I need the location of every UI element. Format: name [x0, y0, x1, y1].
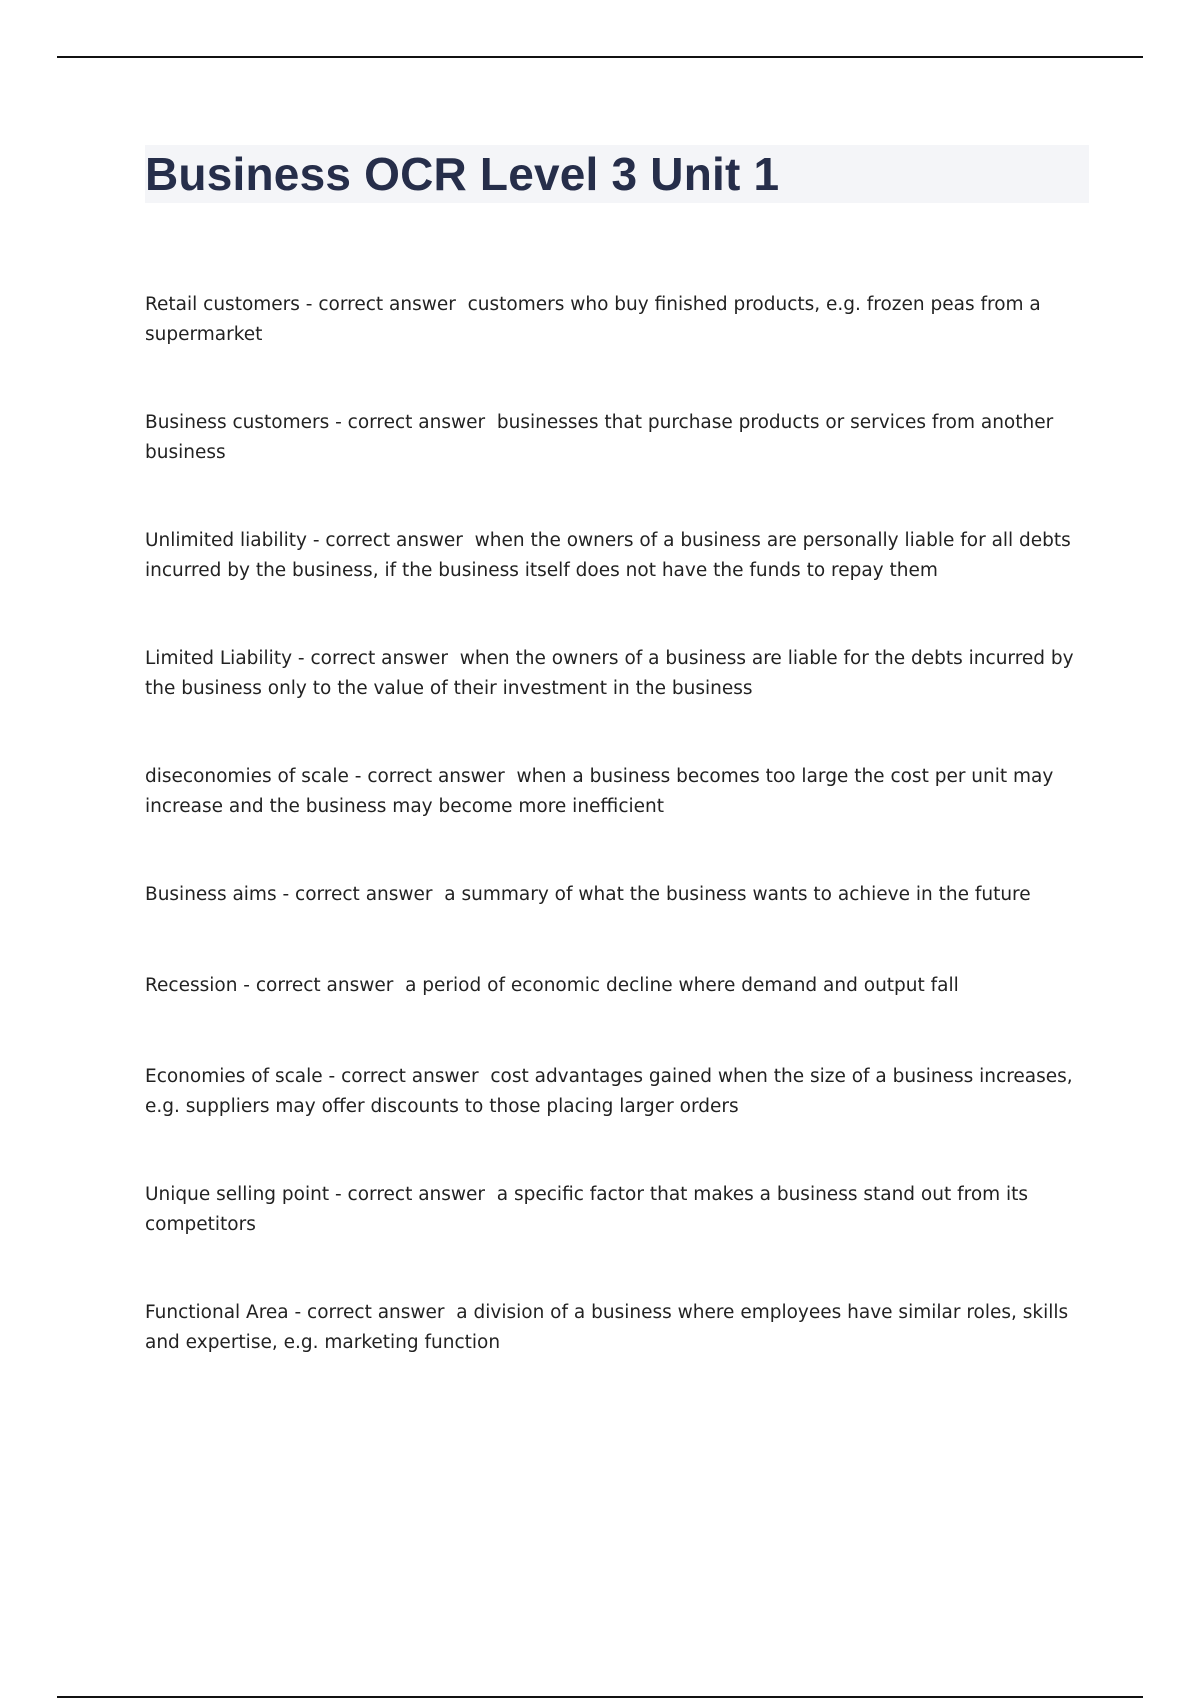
top-rule	[57, 56, 1143, 58]
list-item: diseconomies of scale - correct answer when a business becomes too large the cost per unit may increase and the business may become more inefficient	[145, 766, 1060, 817]
bottom-rule	[57, 1696, 1143, 1698]
list-item: Functional Area - correct answer a division of a business where employees have similar roles, skills and expertise, e.g. marketing function	[145, 1302, 1075, 1353]
list-item: Limited Liability - correct answer when the owners of a business are liable for the debts incurred by the business only to the value of their investment in the business	[145, 648, 1080, 699]
title-banner	[145, 145, 1089, 203]
list-item: Unique selling point - correct answer a specific factor that makes a business stand out from its competitors	[145, 1184, 1034, 1235]
list-item: Business aims - correct answer a summary of what the business wants to achieve in the future	[145, 884, 1031, 905]
flashcard-list	[145, 290, 1085, 1416]
list-item: Recession - correct answer a period of economic decline where demand and output fall	[145, 975, 959, 996]
list-item: Unlimited liability - correct answer when the owners of a business are personally liable for all debts incurred by the business, if the business itself does not have the funds to repay them	[145, 530, 1077, 581]
list-item: Economies of scale - correct answer cost advantages gained when the size of a business increases, e.g. suppliers may offer discounts to those placing larger orders	[145, 1066, 1079, 1117]
page-title: Business OCR Level 3 Unit 1	[145, 148, 780, 200]
list-item: Retail customers - correct answer customers who buy finished products, e.g. frozen peas from a supermarket	[145, 294, 1047, 345]
list-item: Business customers - correct answer businesses that purchase products or services from another business	[145, 412, 1060, 463]
